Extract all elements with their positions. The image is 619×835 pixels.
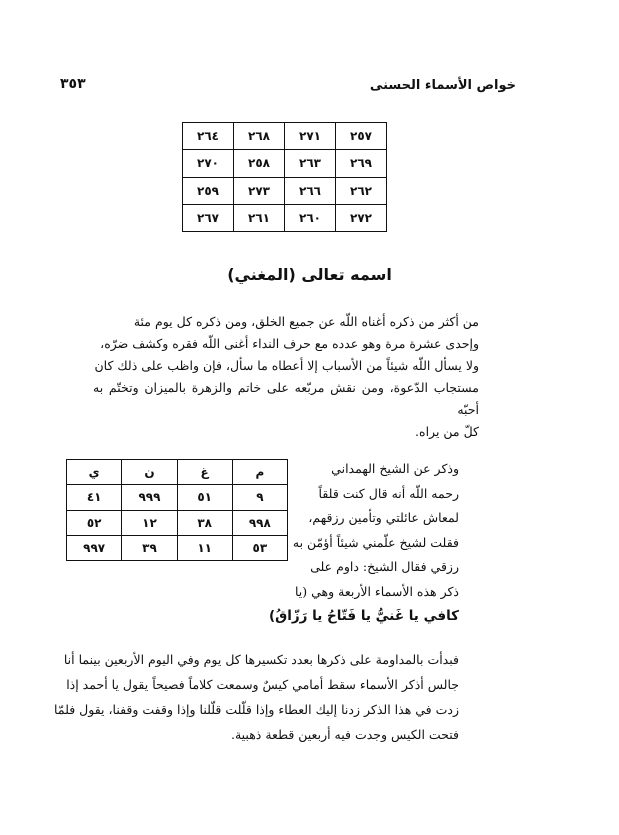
table-cell: ٤١ xyxy=(67,485,122,510)
table-cell: ٩٩٩ xyxy=(122,485,177,510)
paragraph-line: فقلت لشيخ علّمني شيئاً أؤمّن به xyxy=(292,534,459,550)
table-cell: ٢٧٠ xyxy=(183,150,234,177)
table-cell: ٣٨ xyxy=(177,510,232,535)
table-cell: ٢٧١ xyxy=(285,123,336,150)
table-cell: ٥٣ xyxy=(232,535,287,560)
table-row xyxy=(183,177,387,204)
table-row xyxy=(183,204,387,231)
paragraph-line: مستجاب الدّعوة، ومن نقش مربّعه على خاتم والزهرة بالميزان وتختّم به أحبّه xyxy=(93,380,479,417)
paragraph-line: فتحت الكيس وجدت فيه أربعين قطعة ذهبية. xyxy=(230,727,459,742)
section-heading: اسمه تعالى (المغني) xyxy=(227,265,392,284)
table-cell: ي xyxy=(67,460,122,485)
table-row xyxy=(67,535,288,560)
table-cell: ٢٦١ xyxy=(234,204,285,231)
table-row xyxy=(67,485,288,510)
paragraph-line: كلّ من يراه. xyxy=(415,424,479,439)
paragraph-line: من أكثر من ذكره أغناه اللّه عن جميع الخلق، ومن ذكره كل يوم مئة xyxy=(133,314,479,329)
magic-square-2 xyxy=(66,459,288,561)
table-row xyxy=(67,460,288,485)
table-cell: ٥١ xyxy=(177,485,232,510)
table-cell: ٩ xyxy=(232,485,287,510)
magic-square-1 xyxy=(182,122,387,232)
table-cell: ٢٥٩ xyxy=(183,177,234,204)
table-cell: ن xyxy=(122,460,177,485)
paragraph-line: زدت في هذا الذكر زدنا إليك العطاء وإذا قلّلت قلّلنا وإذا وقفت وقفنا، يقول فلمّا xyxy=(54,702,459,717)
invocation-line: كافي يا غَنيُّ يا فَتّاحُ يا رَزّاقُ) xyxy=(269,608,459,624)
table-cell: ٣٩ xyxy=(122,535,177,560)
table-cell: ٢٦٩ xyxy=(336,150,387,177)
table-cell: ٢٦٦ xyxy=(285,177,336,204)
table-cell: ١٢ xyxy=(122,510,177,535)
paragraph-1 xyxy=(93,311,479,443)
table-cell: ٢٦٧ xyxy=(183,204,234,231)
paragraph-line: جالس أذكر الأسماء سقط أمامي كيسٌ وسمعت كلاماً فصيحاً يقول يا أحمد إذا xyxy=(66,677,459,692)
table-cell: ٩٩٨ xyxy=(232,510,287,535)
running-header-title: خواص الأسماء الحسنى xyxy=(369,78,516,93)
table-cell: غ xyxy=(177,460,232,485)
table-cell: ٢٦٤ xyxy=(183,123,234,150)
paragraph-line: لمعاش عائلتي وتأمين رزقهم، xyxy=(308,510,459,525)
table-cell: ٢٦٨ xyxy=(234,123,285,150)
table-cell: ٢٥٨ xyxy=(234,150,285,177)
table-cell: ٢٧٢ xyxy=(336,204,387,231)
table-cell: ٢٦٢ xyxy=(336,177,387,204)
table-cell: ٥٢ xyxy=(67,510,122,535)
table-cell: م xyxy=(232,460,287,485)
table-row xyxy=(183,150,387,177)
table-cell: ٢٧٣ xyxy=(234,177,285,204)
table-cell: ٢٦٣ xyxy=(285,150,336,177)
paragraph-line: فبدأت بالمداومة على ذكرها بعدد تكسيرها كل يوم وفي اليوم الأربعين بينما أنا xyxy=(63,652,459,667)
table-row xyxy=(183,123,387,150)
paragraph-line: وذكر عن الشيخ الهمداني xyxy=(331,461,459,476)
table-cell: ٩٩٧ xyxy=(67,535,122,560)
table-cell: ١١ xyxy=(177,535,232,560)
page-number: ٣٥٣ xyxy=(60,76,86,92)
paragraph-line: وإحدى عشرة مرة وهو عدده مع حرف النداء أغنى اللّه فقره وكشف ضرّه، xyxy=(100,336,479,351)
paragraph-line: رحمه اللّه أنه قال كنت قلقاً xyxy=(318,485,459,501)
side-text xyxy=(269,457,459,629)
paragraph-line: ولا يسأل اللّه شيئاً من الأسباب إلا أعطاه ما سأل، فإن واظب على ذلك كان xyxy=(94,358,479,373)
table-cell: ٢٥٧ xyxy=(336,123,387,150)
paragraph-line: ذكر هذه الأسماء الأربعة وهي (يا xyxy=(294,583,459,599)
paragraph-line: رزقي فقال الشيخ: داوم على xyxy=(310,559,459,574)
paragraph-2 xyxy=(54,647,459,747)
table-cell: ٢٦٠ xyxy=(285,204,336,231)
table-row xyxy=(67,510,288,535)
